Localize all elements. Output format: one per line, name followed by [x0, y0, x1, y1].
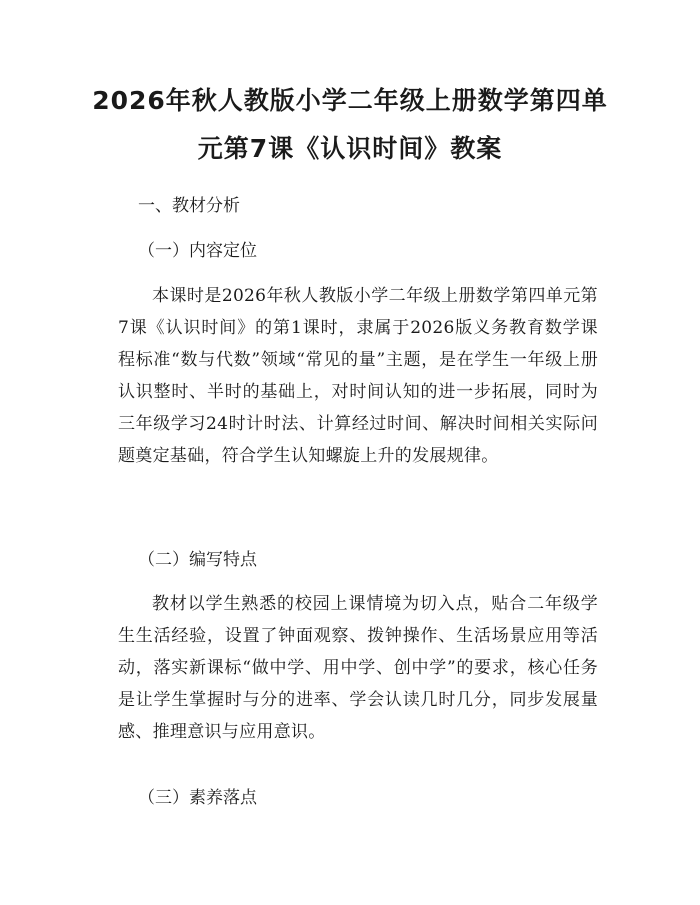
section-heading-textbook-analysis: 一、教材分析: [138, 196, 240, 216]
subsection-heading-content-positioning: （一）内容定位: [138, 241, 257, 261]
paragraph-content-positioning: 本课时是2026年秋人教版小学二年级上册数学第四单元第7课《认识时间》的第1课时，隶属于2026版义务教育数学课程标准“数与代数”领域“常见的量”主题，是在学生一年级上册认识整时、半时的基础上，对时间认知的进一步拓展，同时为三年级学习24时计时法、计算经过时间、解决时间相关实际问题奠定基础，符合学生认知螺旋上升的发展规律。: [118, 286, 598, 466]
subsection-heading-compilation-features: （二）编写特点: [138, 550, 257, 570]
document-title-line-1: 2026年秋人教版小学二年级上册数学第四单: [92, 86, 608, 115]
subsection-heading-literacy-points: （三）素养落点: [138, 788, 257, 808]
document-title-line-2: 元第7课《认识时间》教案: [197, 134, 503, 163]
paragraph-compilation-features: 教材以学生熟悉的校园上课情境为切入点，贴合二年级学生生活经验，设置了钟面观察、拨钟操作、生活场景应用等活动，落实新课标“做中学、用中学、创中学”的要求，核心任务是让学生掌握时与分的进率、学会认读几时几分，同步发展量感、推理意识与应用意识。: [118, 594, 598, 742]
